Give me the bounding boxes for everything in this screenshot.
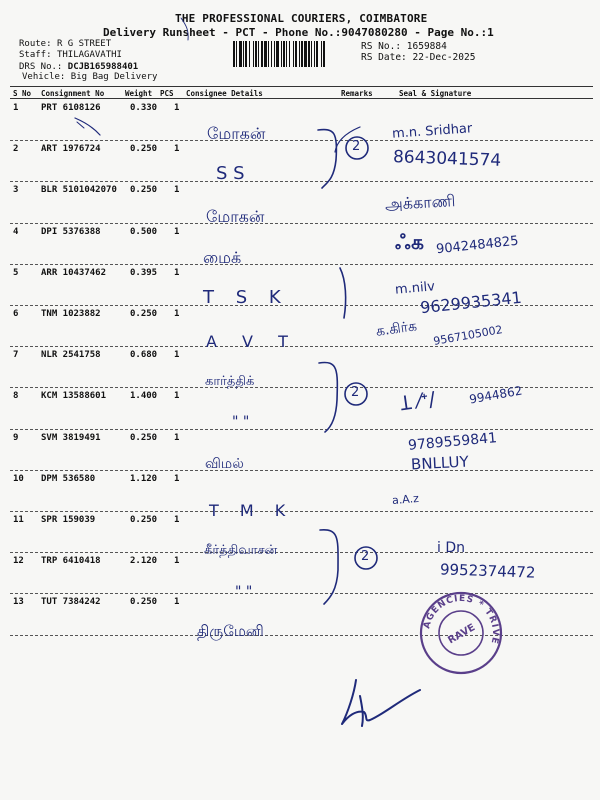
hand-consignee-2: S S: [216, 163, 245, 184]
sig-8-phone: 9944862: [468, 383, 524, 407]
row-pcs: 1: [174, 309, 180, 319]
row-weight: 0.250: [130, 597, 158, 608]
row-weight: 0.395: [130, 267, 158, 278]
hand-consignee-4: மைக்: [203, 248, 242, 267]
sig-1-name: m.n. Sridhar: [391, 121, 473, 142]
sig-4-mark: ஃ௧: [395, 230, 425, 254]
row-weight: 0.680: [130, 350, 158, 361]
row-sno: 13: [13, 597, 24, 608]
row-consignment: TUT 7384242: [41, 597, 101, 608]
row-sno: 8: [13, 391, 19, 402]
agency-stamp: [418, 590, 504, 676]
row-pcs: 1: [174, 515, 180, 525]
bracket-1: [318, 130, 336, 188]
row-weight: 0.330: [130, 103, 158, 113]
row-pcs: 1: [174, 350, 180, 361]
company-title: THE PROFESSIONAL COURIERS, COIMBATORE: [175, 12, 428, 25]
hand-consignee-8: " ": [232, 414, 250, 430]
row-sno: 5: [13, 267, 19, 278]
row-pcs: 1: [174, 597, 180, 608]
drs-line: DRS No.: DCJB165988401: [19, 62, 139, 72]
route-value: R G STREET: [56, 39, 112, 49]
hand-consignee-3: மோகன்: [206, 207, 265, 226]
hand-consignee-11: கீர்த்திவாசன்: [204, 543, 278, 558]
sig-11-name: i Dn: [437, 540, 465, 556]
row-consignment: NLR 2541758: [41, 350, 101, 361]
hand-consignee-10: T M K: [209, 501, 294, 520]
sig-6-phone: 9567105002: [432, 323, 504, 348]
rs-no-line: RS No.: 1659884: [361, 41, 447, 52]
row-pcs: 1: [174, 144, 180, 155]
row-pcs: 1: [174, 556, 180, 567]
remark-1: 2: [352, 139, 361, 154]
hand-consignee-1: மோகன்: [207, 124, 266, 143]
sig-5-name: m.nilv: [394, 279, 436, 298]
row-consignment: TRP 6410418: [41, 556, 101, 567]
row-pcs: 1: [174, 226, 180, 237]
row-sno: 12: [13, 556, 24, 567]
remark-2: 2: [351, 385, 360, 400]
route-line: Route: R G STREET: [19, 39, 112, 49]
row-pcs: 1: [174, 103, 180, 113]
rs-date-line: RS Date: 22-Dec-2025: [361, 52, 476, 63]
row-consignment: KCM 13588601: [41, 391, 107, 402]
row-consignment: SPR 159039: [41, 515, 96, 525]
row-sno: 10: [13, 473, 24, 484]
runsheet-subtitle: Delivery Runsheet - PCT - Phone No.:9047080280 - Page No.:1: [103, 26, 494, 39]
hand-consignee-7: கார்த்திக்: [205, 374, 255, 389]
vehicle-value: Big Bag Delivery: [70, 72, 158, 82]
row-weight: 0.250: [130, 144, 158, 155]
hand-consignee-9: விமல்: [205, 456, 244, 472]
row-weight: 0.250: [130, 432, 158, 443]
row-pcs: 1: [174, 185, 180, 196]
staff-value: THILAGAVATHI: [56, 50, 122, 60]
stamp-center-text: RAVE: [446, 622, 478, 647]
sig-10-name: a.A.z: [391, 491, 420, 508]
hand-consignee-12: " ": [235, 584, 253, 600]
hand-consignee-6: A V T: [206, 332, 298, 351]
rs-no-value: 1659884: [406, 41, 447, 52]
hand-consignee-5: T S K: [203, 287, 289, 308]
row-weight: 1.400: [130, 391, 158, 402]
col-pcs: PCS: [160, 89, 174, 98]
sig-1-phone: 8643041574: [392, 147, 502, 171]
sig-4-phone: 9042484825: [435, 233, 520, 258]
row-consignment: DPI 5376388: [41, 226, 101, 237]
bracket-2: [340, 268, 346, 318]
row-pcs: 1: [174, 432, 180, 443]
col-seal: Seal & Signature: [399, 89, 472, 98]
sig-6-mark: க.கிர்க: [374, 318, 418, 340]
sig-5-phone: 9629935341: [419, 287, 523, 318]
row-weight: 0.250: [130, 515, 158, 525]
col-weight: Weight: [125, 89, 153, 98]
row-consignment: PRT 6108126: [41, 103, 101, 113]
col-sno: S No: [13, 89, 32, 98]
row-sno: 6: [13, 309, 19, 319]
bracket-3: [319, 362, 337, 432]
row-weight: 2.120: [130, 556, 158, 567]
row-consignment: ART 1976724: [41, 144, 101, 155]
sig-9-mark: BNLLUY: [410, 452, 470, 474]
row-weight: 0.500: [130, 226, 158, 237]
row-sno: 9: [13, 432, 19, 443]
row-sno: 2: [13, 144, 19, 155]
col-consignee: Consignee Details: [186, 89, 263, 98]
drs-value: DCJB165988401: [67, 62, 139, 72]
staff-line: Staff: THILAGAVATHI: [19, 50, 122, 60]
row-sno: 11: [13, 515, 24, 525]
row-pcs: 1: [174, 473, 180, 484]
row-pcs: 1: [174, 391, 180, 402]
row-consignment: TNM 1023882: [41, 309, 101, 319]
remark-3: 2: [361, 549, 370, 564]
stamp-outer-text: AGENCIES * TRIVE: [422, 593, 501, 646]
sig-12-phone: 9952374472: [439, 560, 536, 582]
row-sno: 1: [13, 103, 19, 113]
row-weight: 0.250: [130, 185, 158, 196]
bracket-4: [320, 530, 338, 604]
row-consignment: DPM 536580: [41, 473, 96, 484]
sig-8-mark: Ʇ ⁄ᐩ/: [398, 386, 437, 416]
row-weight: 0.250: [130, 309, 158, 319]
hand-consignee-13: திருமேனி: [197, 622, 264, 640]
sig-9-phone: 9789559841: [407, 430, 498, 454]
row-consignment: ARR 10437462: [41, 267, 107, 278]
col-remarks: Remarks: [341, 89, 373, 98]
row-sno: 7: [13, 350, 19, 361]
bottom-signature: [330, 676, 440, 736]
row-consignment: BLR 5101042070: [41, 185, 117, 196]
row-sno: 3: [13, 185, 19, 196]
row-weight: 1.120: [130, 473, 158, 484]
row-pcs: 1: [174, 267, 180, 278]
sig-3-name: அக்காணி: [384, 191, 456, 214]
row-consignment: SVM 3819491: [41, 432, 101, 443]
col-consignment: Consignment No: [41, 89, 105, 98]
rs-date-value: 22-Dec-2025: [412, 52, 476, 63]
vehicle-line: Vehicle: Big Bag Delivery: [22, 72, 158, 82]
row-sno: 4: [13, 226, 19, 237]
